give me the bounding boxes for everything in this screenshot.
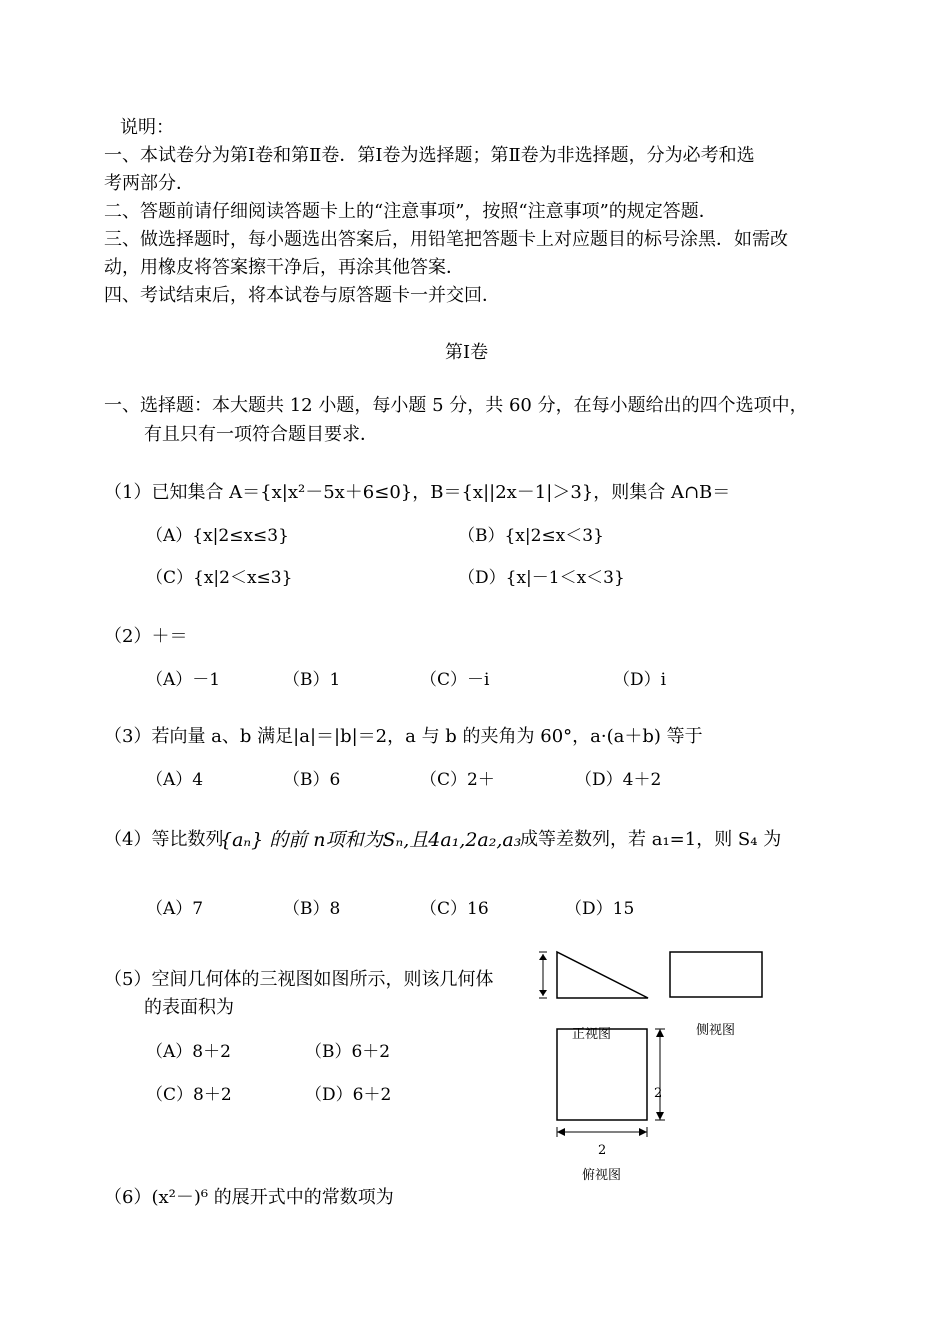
instruction-3a: 三、做选择题时，每小题选出答案后，用铅笔把答题卡上对应题目的标号涂黑．如需改 [104,229,788,250]
three-view-figure [515,940,785,1190]
top-view-label: 俯视图 [582,1168,622,1183]
volume-title: 第Ⅰ卷 [445,342,489,363]
q5-stem-a: （5）空间几何体的三视图如图所示，则该几何体 [104,969,494,990]
instruction-4: 四、考试结束后，将本试卷与原答题卡一并交回． [104,285,500,306]
q3-option-a[interactable]: （A）4 [146,770,204,790]
q5-option-d[interactable]: （D）6＋2 [305,1085,392,1105]
q5-stem-b: 的表面积为 [144,997,234,1018]
q4-option-d[interactable]: （D）15 [565,899,635,919]
q3-stem: （3）若向量 a、b 满足|a|＝|b|＝2，a 与 b 的夹角为 60°，a·(a＋b) 等于 [104,726,703,747]
q1-stem: （1）已知集合 A＝{x|x²－5x＋6≤0}，B＝{x||2x－1|＞3}，则集合 A∩B＝ [104,482,731,503]
q5-option-a[interactable]: （A）8＋2 [146,1042,231,1062]
instruction-2: 二、答题前请仔细阅读答题卡上的“注意事项”，按照“注意事项”的规定答题． [104,201,717,222]
q2-stem: （2）＋＝ [104,626,188,647]
q2-option-a[interactable]: （A）－1 [146,670,221,690]
q3-option-b[interactable]: （B）6 [283,770,341,790]
top-view-square [557,1029,647,1120]
q4-stem-prefix: （4）等比数列 [104,829,224,850]
q6-stem: （6）(x²－)⁶ 的展开式中的常数项为 [104,1187,394,1208]
q4-option-b[interactable]: （B）8 [283,899,341,919]
front-view-label: 正视图 [572,1027,612,1042]
three-view-drawing [515,940,785,1190]
q1-option-c[interactable]: （C）{x|2＜x≤3} [146,568,293,588]
front-view-triangle [557,952,648,998]
q5-option-b[interactable]: （B）6＋2 [305,1042,391,1062]
q3-option-d[interactable]: （D）4＋2 [575,770,662,790]
instruction-1b: 考两部分． [104,173,194,194]
instruction-1a: 一、本试卷分为第Ⅰ卷和第Ⅱ卷．第Ⅰ卷为选择题；第Ⅱ卷为非选择题，分为必考和选 [104,145,755,166]
q2-option-d[interactable]: （D）i [613,670,667,690]
side-dimension-label: 2 [654,1086,663,1101]
q3-option-c[interactable]: （C）2＋ [420,770,495,790]
q1-option-a[interactable]: （A）{x|2≤x≤3} [146,526,289,546]
q4-stem-formula: {aₙ} 的前 n项和为Sₙ,且4a₁,2a₂,a₃ [220,829,522,851]
q4-option-c[interactable]: （C）16 [420,899,489,919]
q1-option-d[interactable]: （D）{x|－1＜x＜3} [458,568,625,588]
bottom-dimension-label: 2 [598,1143,607,1158]
side-view-rect [670,952,762,997]
q2-option-b[interactable]: （B）1 [283,670,341,690]
q1-option-b[interactable]: （B）{x|2≤x＜3} [458,526,604,546]
q4-option-a[interactable]: （A）7 [146,899,204,919]
front-height-arrow-up [539,954,547,960]
section-header-b: 有且只有一项符合题目要求． [144,424,378,445]
q5-option-c[interactable]: （C）8＋2 [146,1085,232,1105]
side-view-label: 侧视图 [696,1023,736,1038]
instructions-heading: 说明： [120,117,174,138]
section-header-a: 一、选择题：本大题共 12 小题，每小题 5 分，共 60 分，在每小题给出的四个选项中， [104,395,808,416]
instruction-3b: 动，用橡皮将答案擦干净后，再涂其他答案． [104,257,464,278]
front-height-arrow-down [539,990,547,996]
q2-option-c[interactable]: （C）－i [420,670,490,690]
q4-stem-suffix: 成等差数列，若 a₁=1，则 S₄ 为 [520,829,782,850]
